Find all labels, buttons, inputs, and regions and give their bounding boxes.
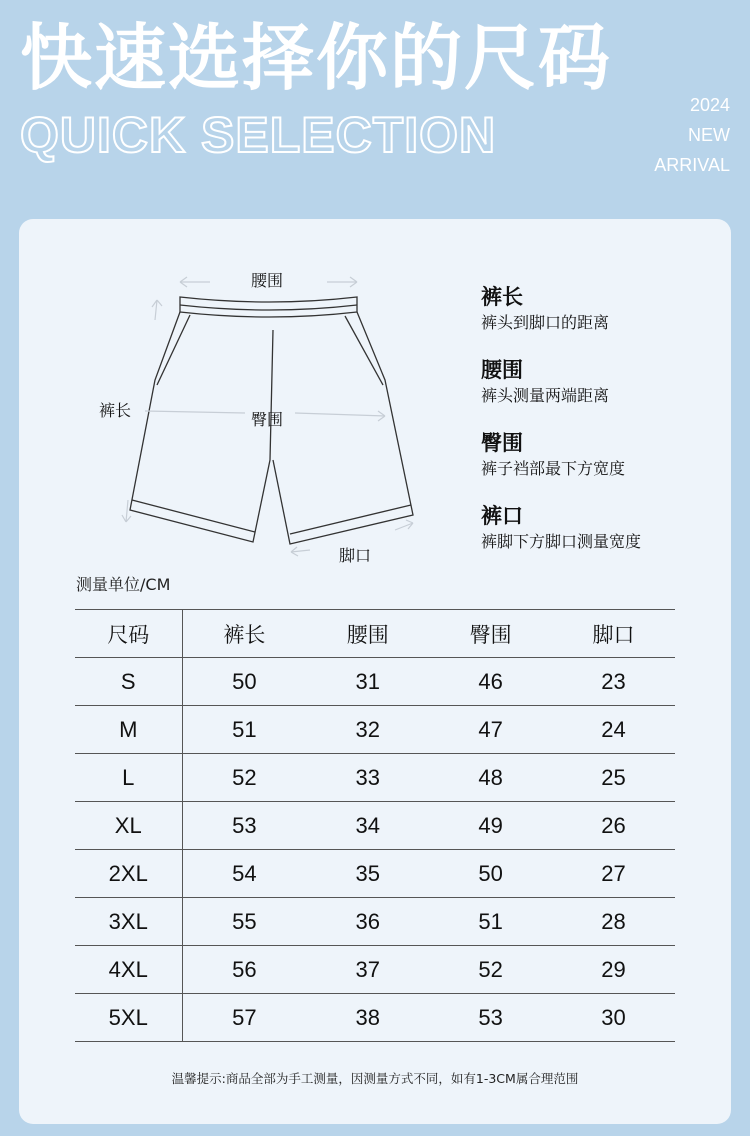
definition-item <box>481 502 721 554</box>
hip-cell: 46 <box>429 658 552 706</box>
hem-cell: 28 <box>552 898 675 946</box>
table-row <box>75 658 675 706</box>
measurement-note: 温馨提示:商品全部为手工测量，因测量方式不同，如有1-3CM属合理范围 <box>171 1071 579 1086</box>
hem-cell: 27 <box>552 850 675 898</box>
header-length: 裤长 <box>182 610 306 658</box>
new-arrival-tag <box>654 90 730 180</box>
definition-item <box>481 356 721 408</box>
length-cell: 51 <box>182 706 306 754</box>
hem-cell: 26 <box>552 802 675 850</box>
table-row <box>75 994 675 1042</box>
definition-title: 腰围 <box>481 358 523 382</box>
table-row <box>75 802 675 850</box>
table-row <box>75 706 675 754</box>
hip-cell: 53 <box>429 994 552 1042</box>
table-row <box>75 898 675 946</box>
diagram-waist-label: 腰围 <box>251 271 284 290</box>
hem-cell: 24 <box>552 706 675 754</box>
size-cell: 3XL <box>75 898 182 946</box>
hem-cell: 25 <box>552 754 675 802</box>
measurement-definitions <box>481 283 721 575</box>
table-header-row <box>75 610 675 658</box>
waist-cell: 33 <box>306 754 429 802</box>
size-cell: 4XL <box>75 946 182 994</box>
header-size: 尺码 <box>75 610 182 658</box>
table-row <box>75 754 675 802</box>
page-title-en: QUICK SELECTION <box>20 107 497 163</box>
definition-desc: 裤头测量两端距离 <box>481 386 610 405</box>
length-cell: 50 <box>182 658 306 706</box>
hem-cell: 30 <box>552 994 675 1042</box>
length-cell: 54 <box>182 850 306 898</box>
hip-cell: 48 <box>429 754 552 802</box>
size-cell: 2XL <box>75 850 182 898</box>
diagram-length-label: 裤长 <box>99 401 132 420</box>
unit-label: 测量单位/CM <box>76 575 171 594</box>
length-cell: 52 <box>182 754 306 802</box>
hip-cell: 50 <box>429 850 552 898</box>
header-hip: 臀围 <box>429 610 552 658</box>
definition-title: 臀围 <box>481 431 523 455</box>
size-cell: 5XL <box>75 994 182 1042</box>
waist-cell: 31 <box>306 658 429 706</box>
hip-cell: 49 <box>429 802 552 850</box>
header-hem: 脚口 <box>552 610 675 658</box>
waist-cell: 34 <box>306 802 429 850</box>
header-waist: 腰围 <box>306 610 429 658</box>
length-cell: 56 <box>182 946 306 994</box>
size-cell: XL <box>75 802 182 850</box>
definition-title: 裤口 <box>481 504 523 528</box>
size-cell: S <box>75 658 182 706</box>
diagram-hip-label: 臀围 <box>251 410 284 429</box>
hem-cell: 29 <box>552 946 675 994</box>
length-cell: 55 <box>182 898 306 946</box>
definition-desc: 裤子裆部最下方宽度 <box>481 459 626 478</box>
definition-item <box>481 429 721 481</box>
size-table <box>75 609 675 1042</box>
page-title-cn: 快速选择你的尺码 <box>20 16 613 100</box>
hem-cell: 23 <box>552 658 675 706</box>
arrival-text: ARRIVAL <box>654 155 730 175</box>
year-text: 2024 <box>689 95 730 115</box>
waist-cell: 36 <box>306 898 429 946</box>
definition-desc: 裤头到脚口的距离 <box>481 313 610 332</box>
table-row <box>75 946 675 994</box>
hip-cell: 51 <box>429 898 552 946</box>
table-row <box>75 850 675 898</box>
waist-cell: 35 <box>306 850 429 898</box>
diagram-hem-label: 脚口 <box>339 546 372 565</box>
size-cell: M <box>75 706 182 754</box>
definition-desc: 裤脚下方脚口测量宽度 <box>481 532 642 551</box>
hip-cell: 47 <box>429 706 552 754</box>
hip-cell: 52 <box>429 946 552 994</box>
waist-cell: 37 <box>306 946 429 994</box>
definition-title: 裤长 <box>481 285 523 309</box>
size-cell: L <box>75 754 182 802</box>
waist-cell: 38 <box>306 994 429 1042</box>
length-cell: 57 <box>182 994 306 1042</box>
waist-cell: 32 <box>306 706 429 754</box>
length-cell: 53 <box>182 802 306 850</box>
definition-item <box>481 283 721 335</box>
new-text: NEW <box>688 125 730 145</box>
